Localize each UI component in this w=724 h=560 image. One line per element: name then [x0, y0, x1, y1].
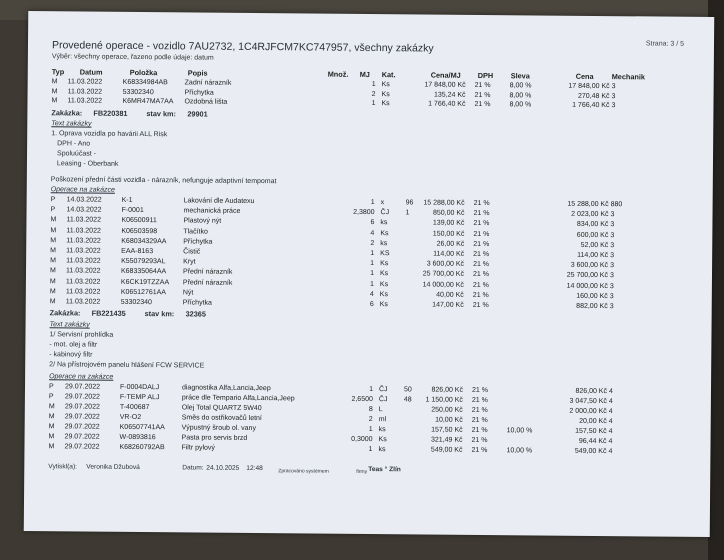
- cell-cena: 20,00 Kč: [579, 417, 607, 426]
- cell-mnoz: 8: [368, 406, 373, 414]
- cell-mj: x: [380, 199, 385, 207]
- cell-cena-mj: 850,00 Kč: [432, 209, 465, 218]
- cell-polozka: W-0893816: [119, 433, 156, 442]
- col-popis: Popis: [187, 68, 208, 78]
- cell-datum: 11.03.2022: [66, 237, 101, 245]
- cell-typ: M: [51, 97, 58, 105]
- cell-polozka: K68334984AB: [122, 78, 168, 87]
- cell-polozka: K06507741AA: [119, 423, 165, 432]
- cell-mj: ks: [378, 426, 386, 434]
- cell-polozka: F-TEMP ALJ: [119, 393, 160, 402]
- mileage-label: stav km:: [144, 309, 175, 319]
- cell-cena: 25 700,00 Kč: [566, 272, 609, 280]
- cell-mj: Ks: [381, 90, 390, 98]
- cell-datum: 29.07.2022: [64, 433, 100, 441]
- cell-typ: M: [48, 443, 55, 451]
- cell-mj: Ks: [379, 290, 389, 298]
- cell-cena-mj: 157,50 Kč: [431, 426, 463, 434]
- cell-cena: 2 023,00 Kč: [571, 210, 609, 219]
- cell-mj: Ks: [379, 280, 389, 288]
- cell-cena: 3 047,50 Kč: [569, 397, 607, 406]
- cell-typ: M: [50, 237, 57, 245]
- cell-datum: 14.03.2022: [66, 196, 102, 204]
- cell-polozka: VR-O2: [119, 413, 142, 422]
- cell-datum: 11.03.2022: [67, 87, 103, 96]
- cell-popis: Přední nárazník: [182, 278, 233, 287]
- cell-datum: 11.03.2022: [66, 257, 101, 265]
- cell-datum: 29.07.2022: [64, 443, 100, 451]
- cell-popis: Zadní nárazník: [184, 79, 232, 87]
- order-number: FB220381: [93, 108, 128, 118]
- document-page: [24, 11, 715, 537]
- cell-mechanik: 4: [608, 398, 613, 406]
- order-label: Zakázka:: [51, 108, 83, 118]
- cell-mechanik: 3: [611, 83, 616, 91]
- cell-cena-mj: 250,00 Kč: [431, 406, 463, 414]
- cell-mechanik: 3: [611, 92, 616, 100]
- cell-sleva: 8,00 %: [509, 82, 532, 90]
- cell-mj: Ks: [379, 301, 388, 309]
- cell-cena: 114,00 Kč: [577, 251, 609, 260]
- cell-mnoz: 1: [368, 446, 373, 454]
- cell-mnoz: 4: [369, 290, 374, 298]
- cell-mj: Ks: [379, 270, 389, 278]
- cell-mnoz: 6: [369, 301, 374, 309]
- cell-typ: M: [48, 413, 55, 421]
- cell-typ: P: [50, 206, 56, 214]
- cell-cena-mj: 10,00 Kč: [435, 416, 463, 424]
- cell-mnoz: 2: [371, 90, 376, 98]
- cell-dph: 21 %: [474, 101, 491, 109]
- cell-cena: 834,00 Kč: [576, 221, 609, 229]
- cell-mnoz: 1: [371, 81, 376, 89]
- cell-mnoz: 1: [370, 250, 375, 258]
- cell-datum: 11.03.2022: [65, 267, 101, 276]
- print-time: 12:48: [246, 464, 263, 473]
- cell-mnoz: 2: [368, 416, 373, 424]
- cell-typ: M: [49, 298, 56, 306]
- page-number: Strana: 3 / 5: [645, 40, 685, 48]
- cell-mechanik: 3: [610, 252, 615, 260]
- col-cena: Cena: [575, 71, 594, 81]
- cell-popis: Ozdobná lišta: [184, 98, 228, 106]
- order-text-heading: Text zakázky: [51, 120, 92, 128]
- cell-popis: Filtr pylový: [181, 444, 215, 452]
- cell-mechanik: 4: [608, 408, 613, 416]
- cell-cena: 160,00 Kč: [576, 292, 608, 300]
- cell-mj: ks: [378, 446, 386, 454]
- cell-polozka: EAA-8163: [121, 247, 154, 256]
- cell-mechanik: 3: [609, 292, 614, 300]
- note-line: 1/ Servisní prohlídka: [49, 331, 114, 339]
- cell-typ: M: [48, 403, 55, 411]
- cell-typ: P: [48, 383, 54, 391]
- cell-typ: M: [50, 226, 57, 234]
- cell-datum: 11.03.2022: [65, 288, 101, 296]
- cell-datum: 11.03.2022: [65, 277, 101, 286]
- cell-polozka: K55079293AL: [121, 258, 166, 266]
- page-title: Provedené operace - vozidlo 7AU2732, 1C4RJFCM7KC747957, všechny zakázky: [51, 39, 434, 55]
- cell-mechanik: 4: [608, 448, 613, 456]
- cell-typ: M: [50, 247, 57, 255]
- cell-typ: M: [49, 267, 56, 275]
- note-line: 1. Oprava vozidla po havárii ALL Risk: [51, 130, 168, 139]
- col-mechanik: Mechanik: [611, 72, 646, 82]
- cell-popis: Přední nárazník: [182, 268, 233, 277]
- cell-cena-mj: 549,00 Kč: [430, 446, 463, 454]
- cell-cena-mj: 1 766,40 Kč: [428, 100, 466, 109]
- cell-kat: 1: [405, 209, 410, 217]
- cell-datum: 11.03.2022: [67, 78, 103, 86]
- cell-popis: Směs do ostřikovačů letní: [181, 414, 262, 423]
- cell-popis: Výpustný šroub ol. vany: [181, 424, 257, 433]
- cell-mj: ks: [380, 239, 388, 247]
- cell-dph: 21 %: [471, 386, 488, 395]
- cell-cena-mj: 1 150,00 Kč: [425, 396, 463, 404]
- cell-mnoz: 1: [370, 270, 375, 278]
- cell-cena-mj: 321,49 Kč: [430, 436, 463, 444]
- cell-polozka: K06503598: [121, 227, 158, 235]
- cell-cena-mj: 3 600,00 Kč: [426, 260, 465, 269]
- firm-name: Teas ° Zlín: [368, 466, 401, 474]
- cell-mechanik: 4: [608, 388, 613, 396]
- damage-note: Poškození přední části vozidla - nárazník, nefunguje adaptivní tempomat: [50, 176, 277, 186]
- cell-dph: 21 %: [471, 426, 488, 435]
- cell-datum: 29.07.2022: [64, 383, 101, 391]
- cell-cena-mj: 26,00 Kč: [436, 240, 465, 248]
- cell-popis: Příchytka: [184, 88, 214, 97]
- filter-description: Výběr: všechny operace, řazeno podle údaje: datum: [51, 53, 214, 62]
- cell-mj: Ks: [381, 100, 390, 108]
- cell-mechanik: 3: [610, 262, 615, 270]
- cell-mechanik: 3: [610, 241, 615, 249]
- cell-mechanik: 3: [610, 231, 615, 239]
- cell-sleva: 10,00 %: [506, 447, 533, 455]
- cell-dph: 21 %: [471, 446, 488, 455]
- cell-mnoz: 2,3800: [353, 209, 375, 217]
- cell-cena: 52,00 Kč: [580, 241, 609, 249]
- cell-cena-mj: 147,00 Kč: [432, 301, 464, 309]
- cell-cena-mj: 826,00 Kč: [431, 386, 464, 394]
- cell-mechanik: 3: [609, 282, 614, 290]
- cell-datum: 29.07.2022: [64, 413, 100, 421]
- cell-mechanik: 4: [608, 428, 613, 436]
- col-kat: Kat.: [381, 70, 396, 80]
- cell-cena: 14 000,00 Kč: [566, 282, 608, 290]
- mileage-label: stav km:: [146, 109, 177, 119]
- cell-popis: Lakování dle Audatexu: [183, 197, 255, 205]
- cell-typ: M: [49, 288, 56, 296]
- cell-mechanik: 3: [611, 102, 616, 110]
- cell-dph: 21 %: [473, 220, 490, 228]
- cell-mj: Ks: [378, 436, 387, 444]
- cell-dph: 21 %: [472, 271, 489, 279]
- cell-typ: M: [49, 277, 56, 285]
- cell-cena: 17 848,00 Kč: [568, 82, 610, 91]
- order-number: FB221435: [91, 308, 126, 318]
- cell-popis: Čistič: [183, 248, 201, 256]
- cell-typ: M: [48, 423, 55, 431]
- cell-mnoz: 6: [370, 219, 375, 227]
- cell-cena-mj: 40,00 Kč: [436, 291, 464, 299]
- cell-polozka: K68260792AB: [119, 443, 165, 452]
- cell-mj: Ks: [380, 260, 389, 268]
- cell-mj: ks: [380, 219, 388, 227]
- cell-mj: Ks: [381, 81, 390, 89]
- cell-popis: Kryt: [183, 258, 196, 266]
- order-summary-1: [51, 108, 351, 121]
- cell-mechanik: 3: [610, 211, 615, 219]
- print-date-label: Datum:: [182, 464, 204, 472]
- col-mj: MJ: [359, 69, 370, 79]
- cell-polozka: K68034329AA: [121, 237, 167, 246]
- note-line: Spoluúčast -: [57, 150, 96, 158]
- cell-datum: 29.07.2022: [64, 403, 100, 411]
- cell-mj: KS: [380, 250, 390, 258]
- cell-dph: 21 %: [473, 199, 490, 208]
- cell-mechanik: 880: [610, 201, 623, 209]
- note-line: - kabinový filtr: [49, 351, 93, 359]
- cell-cena: 826,00 Kč: [575, 387, 608, 396]
- cell-polozka: K6CK19TZZAA: [120, 278, 170, 286]
- cell-mnoz: 1: [369, 280, 374, 288]
- cell-mechanik: 3: [609, 272, 614, 280]
- cell-cena-mj: 135,24 Kč: [434, 91, 466, 99]
- cell-mj: ml: [378, 416, 387, 424]
- cell-datum: 11.03.2022: [65, 298, 101, 306]
- cell-datum: 11.03.2022: [67, 97, 103, 105]
- cell-polozka: T-400687: [119, 403, 150, 412]
- firm-label: firmy: [356, 468, 368, 475]
- cell-dph: 21 %: [472, 301, 489, 310]
- col-typ: Typ: [51, 67, 65, 77]
- cell-dph: 21 %: [472, 291, 489, 299]
- print-date: 24.10.2025: [206, 464, 240, 472]
- cell-mnoz: 1: [371, 100, 376, 108]
- cell-cena: 96,44 Kč: [578, 437, 607, 446]
- cell-mj: L: [378, 406, 383, 414]
- col-sleva: Sleva: [510, 71, 530, 81]
- cell-sleva: 8,00 %: [509, 101, 532, 109]
- cell-polozka: K06512761AA: [120, 288, 167, 297]
- col-mnoz: Množ.: [327, 69, 349, 79]
- cell-mnoz: 1: [370, 199, 375, 207]
- cell-cena: 270,48 Kč: [578, 92, 610, 100]
- cell-mj: ČJ: [378, 396, 388, 404]
- cell-cena-mj: 25 700,00 Kč: [422, 270, 465, 279]
- cell-datum: 29.07.2022: [64, 423, 100, 431]
- cell-typ: P: [50, 196, 56, 204]
- order-label: Zakázka:: [49, 308, 81, 318]
- col-cena-mj: Cena/MJ: [430, 70, 461, 80]
- cell-typ: M: [50, 257, 56, 265]
- cell-popis: Pasta pro servis brzd: [181, 434, 248, 442]
- cell-mnoz: 4: [370, 229, 375, 237]
- cell-datum: 29.07.2022: [64, 393, 100, 401]
- cell-popis: Olej Total QUARTZ 5W40: [181, 404, 262, 413]
- cell-dph: 21 %: [473, 250, 490, 259]
- cell-cena: 549,00 Kč: [574, 447, 607, 456]
- order-text-heading: Text zakázky: [49, 321, 90, 329]
- col-polozka: Položka: [129, 67, 158, 78]
- cell-polozka: K6MR47MA7AA: [122, 98, 174, 106]
- cell-mechanik: 3: [609, 303, 614, 311]
- cell-cena: 2 000,00 Kč: [569, 407, 607, 416]
- cell-polozka: 53302340: [122, 88, 154, 96]
- cell-cena-mj: 15 288,00 Kč: [423, 199, 465, 207]
- cell-dph: 21 %: [473, 230, 490, 238]
- cell-mechanik: 4: [608, 418, 613, 426]
- cell-typ: M: [51, 78, 58, 86]
- col-dph: DPH: [477, 70, 494, 81]
- cell-mj: ČJ: [380, 209, 390, 217]
- cell-popis: diagnostika Alfa,Lancia,Jeep: [181, 384, 271, 393]
- cell-datum: 14.03.2022: [66, 206, 102, 214]
- cell-cena: 15 288,00 Kč: [567, 200, 609, 209]
- note-line: - mot. olej a filtr: [49, 341, 98, 349]
- cell-polozka: F-0004DALJ: [119, 383, 160, 392]
- cell-cena: 1 766,40 Kč: [572, 101, 610, 110]
- cell-dph: 21 %: [474, 91, 491, 99]
- cell-datum: 11.03.2022: [66, 216, 102, 225]
- cell-cena: 882,00 Kč: [576, 302, 608, 311]
- cell-mnoz: 1: [370, 260, 375, 268]
- cell-cena-mj: 114,00 Kč: [433, 250, 465, 258]
- cell-kat: 50: [403, 386, 412, 394]
- cell-popis: Příchytka: [183, 238, 213, 246]
- cell-popis: Tlačítko: [183, 227, 208, 236]
- cell-mnoz: 0,3000: [351, 435, 373, 444]
- cell-popis: mechanická práce: [183, 207, 241, 216]
- cell-dph: 21 %: [471, 396, 488, 405]
- cell-kat: 48: [403, 396, 412, 404]
- cell-cena: 3 600,00 Kč: [570, 261, 609, 270]
- cell-typ: P: [48, 393, 54, 401]
- cell-cena: 157,50 Kč: [575, 427, 607, 436]
- cell-polozka: K68335064AA: [120, 268, 167, 276]
- cell-kat: 96: [405, 199, 414, 207]
- cell-cena: 600,00 Kč: [576, 231, 609, 239]
- cell-mnoz: 1: [368, 426, 373, 434]
- cell-polozka: K-1: [121, 196, 133, 204]
- cell-polozka: 53302340: [120, 298, 152, 307]
- cell-dph: 21 %: [473, 261, 490, 269]
- cell-datum: 11.03.2022: [66, 247, 101, 255]
- note-line: DPH - Ano: [57, 140, 91, 148]
- cell-mnoz: 1: [369, 386, 374, 394]
- cell-popis: práce dle Tempario Alfa,Lancia,Jeep: [181, 394, 295, 403]
- mileage-value: 32365: [185, 309, 206, 319]
- col-datum: Datum: [79, 67, 103, 77]
- note-line: Leasing - Oberbank: [56, 160, 119, 168]
- cell-typ: M: [50, 216, 57, 224]
- cell-dph: 21 %: [471, 436, 488, 445]
- cell-mnoz: 2,6500: [351, 395, 373, 404]
- mileage-value: 29901: [187, 109, 208, 119]
- operations-heading: Operace na zakázce: [50, 186, 115, 194]
- cell-polozka: K06500911: [121, 217, 157, 225]
- cell-typ: M: [51, 87, 58, 95]
- cell-dph: 21 %: [471, 416, 488, 425]
- cell-dph: 21 %: [473, 210, 490, 218]
- cell-cena-mj: 14 000,00 Kč: [422, 281, 464, 289]
- cell-dph: 21 %: [473, 240, 490, 248]
- cell-popis: Nýt: [182, 289, 194, 297]
- cell-dph: 21 %: [471, 406, 488, 415]
- note-line: 2/ Na přístrojovém panelu hlášení FCW SERVICE: [49, 361, 205, 370]
- system-label: Zpracováno systémem: [278, 468, 329, 475]
- cell-mechanik: 3: [610, 221, 615, 229]
- printed-by-label: Vytiskl(a):: [48, 463, 78, 471]
- operations-heading: Operace na zakázce: [49, 373, 114, 381]
- cell-sleva: 8,00 %: [509, 91, 532, 100]
- cell-popis: Plastový nýt: [183, 217, 222, 226]
- cell-mj: Ks: [380, 229, 389, 237]
- cell-popis: Příchytka: [182, 299, 212, 307]
- printed-by-user: Veronika Džubová: [86, 463, 140, 472]
- cell-datum: 11.03.2022: [66, 226, 101, 235]
- cell-typ: M: [48, 433, 55, 441]
- cell-cena-mj: 17 848,00 Kč: [424, 81, 466, 89]
- cell-polozka: F-0001: [121, 207, 144, 215]
- cell-sleva: 10,00 %: [506, 427, 533, 435]
- cell-cena-mj: 139,00 Kč: [432, 219, 465, 228]
- cell-dph: 21 %: [474, 81, 491, 90]
- cell-mnoz: 2: [370, 239, 375, 247]
- cell-mj: ČJ: [378, 386, 388, 394]
- cell-mechanik: 4: [608, 438, 613, 446]
- cell-dph: 21 %: [472, 281, 489, 289]
- cell-cena-mj: 150,00 Kč: [432, 230, 465, 238]
